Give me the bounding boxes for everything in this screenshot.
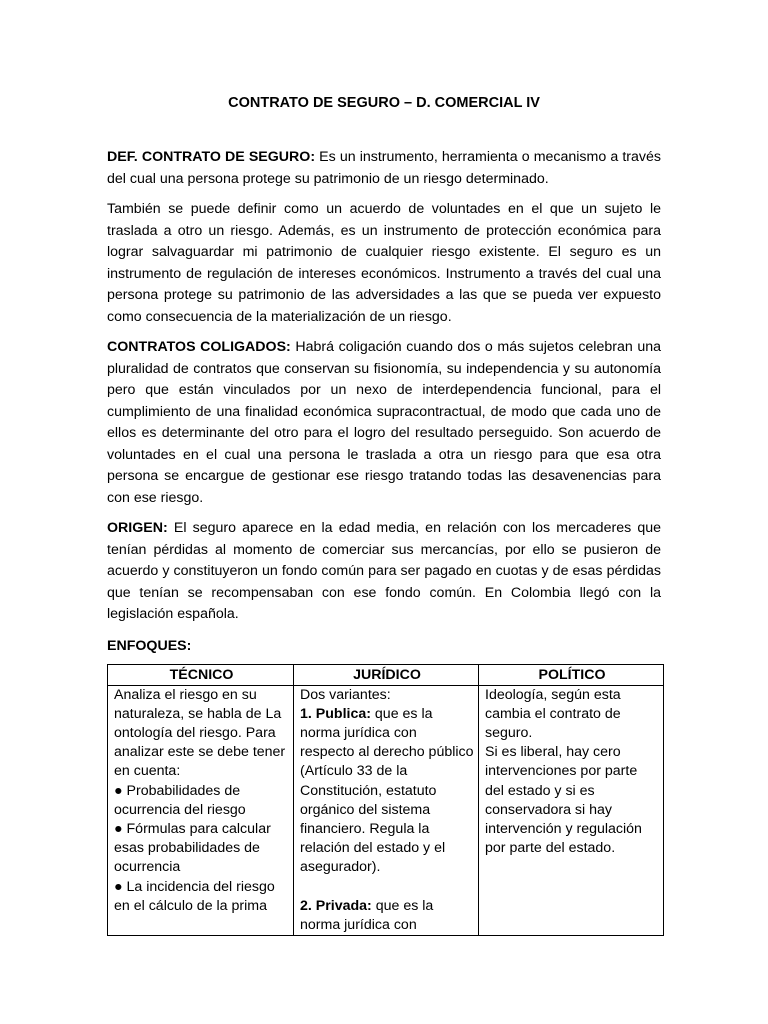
publica-label: 1. Publica: [300,705,371,722]
privada-text: que es la norma jurídica con [300,897,434,933]
table-row [108,685,664,935]
header-politico: POLÍTICO [479,664,664,685]
coligados-paragraph [107,337,661,509]
origen-text: El seguro aparece en la edad media, en relación con los mercaderes que tenían pérdidas al momento de comerciar sus mercancías, por ello se pusieron de acuerdo y constituyeron un fondo común para ser pagado en cuotas y de esas pérdidas que tenían se recompensaban con ese fondo común. En Colombia llegó con la legislación española. [107,520,661,622]
definition-paragraph [107,147,661,190]
tecnico-intro: Analiza el riesgo en su naturaleza, se habla de La ontología del riesgo. Para analizar este se debe tener en cuenta: [114,686,286,780]
juridico-item-publica [300,705,474,878]
cell-juridico [294,685,479,935]
alternative-definition-paragraph: También se puede definir como un acuerdo de voluntades en el que un sujeto le traslada a otro un riesgo. Además, es un instrumento de protección económica para lograr salvaguardar mi patrimonio de cualquier riesgo existente. El seguro es un instrumento de regulación de intereses económicos. Instrumento a través del cual una persona protege su patrimonio de las adversidades a las que se pueda ver expuesto como consecuencia de la materialización de un riesgo. [107,201,661,325]
tecnico-bullet: ● Fórmulas para calcular esas probabilidades de ocurrencia [114,820,271,876]
document-page [107,86,661,936]
juridico-item-privada [300,897,474,935]
definition-label: DEF. CONTRATO DE SEGURO: [107,149,316,165]
coligados-text: Habrá coligación cuando dos o más sujetos celebran una pluralidad de contratos que conservan su fisionomía, su independencia y su autonomía pero que están vinculados por un nexo de interdependencia funcional, para el cumplimiento de una finalidad económica supracontractual, de modo que cada uno de ellos es determinante del otro para el logro del resultado perseguido. Son acuerdo de voluntades en el cual una persona le traslada a otra un riesgo para que esa otra persona se encargue de gestionar ese riesgo tratando todas las desavenencias para con ese riesgo. [107,339,662,506]
tecnico-bullet: ● La incidencia del riesgo en el cálculo de la prima [114,878,275,914]
origen-paragraph [107,518,661,626]
table-header-row [108,664,664,685]
coligados-label: CONTRATOS COLIGADOS: [107,339,291,355]
publica-text: que es la norma jurídica con respecto al derecho público (Artículo 33 de la Constitución, estatuto orgánico del sistema financiero. Regula la relación del estado y el asegurador). [300,705,474,876]
header-juridico: JURÍDICO [294,664,479,685]
politico-line: Ideología, según esta cambia el contrato de seguro. [485,686,621,741]
politico-line: Si es liberal, hay cero intervenciones por parte del estado y si es conservadora si hay intervención y regulación por parte del estado. [485,744,642,857]
privada-label: 2. Privada: [300,897,372,914]
enfoques-table [107,664,664,936]
juridico-intro: Dos variantes: [300,686,391,703]
spacer [300,878,474,897]
cell-tecnico [108,685,294,935]
header-tecnico: TÉCNICO [108,664,294,685]
document-title: CONTRATO DE SEGURO – D. COMERCIAL IV [228,95,540,111]
enfoques-heading: ENFOQUES: [107,637,192,654]
definition-text: Es un instrumento, herramienta o mecanismo a través del cual una persona protege su patrimonio de un riesgo determinado. [107,149,661,187]
origen-label: ORIGEN: [107,520,168,536]
cell-politico [479,685,664,935]
tecnico-bullet: ● Probabilidades de ocurrencia del riesgo [114,782,246,818]
